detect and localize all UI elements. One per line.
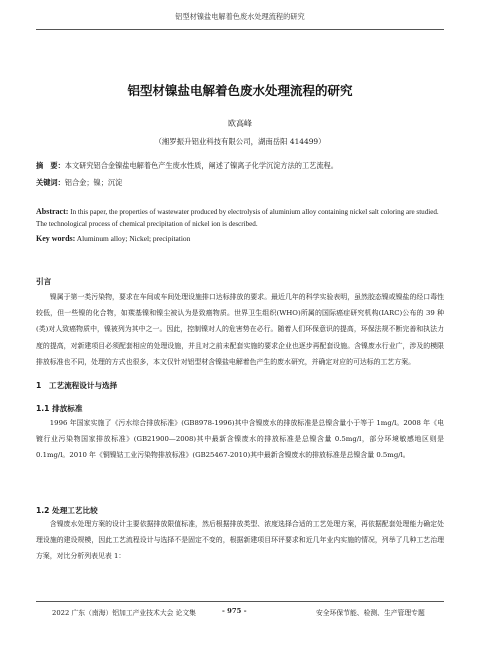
keywords-en-label: Key words: xyxy=(36,234,76,243)
paragraph-1-2: 含镍废水处理方案的设计主要依据排放限值标准，然后根据排放类型、浓度选择合适的工艺处理方案，再依据配套处理能力确定处理设施的建设规模，因此工艺流程设计与选择不是固定不变的，根据新建项目环评要求和近几年业内实施的情况，列举了几种工艺治理方案，对比分析列表见表 1： xyxy=(36,520,444,561)
abstract-cn-label: 摘 要： xyxy=(36,161,65,170)
keywords-cn-label: 关键词： xyxy=(36,178,65,187)
keywords-en-text: Aluminum alloy; Nickel; precipitation xyxy=(76,234,191,243)
paragraph-1-1: 1996 年国家实施了《污水综合排放标准》(GB8978-1996)其中含镍废水的排放标准是总镍含量小于等于 1mg/l。2008 年《电镀行业污染物国家排放标准》(GB21900—2008)其中最新含镍废水的排放标准是总镍含量 0.5mg/l，部分环境敏感地区则是 0.1mg/l。2010 年《铜镍钴工业污染物排放标准》(GB25467-2010)其中最新含镍废水的排放标准是总镍含量 0.5mg/l。 xyxy=(36,419,444,460)
affiliation: （湘罗振升铝业科技有限公司，湖南岳阳 414499） xyxy=(154,137,326,146)
section-heading-1-1: 1.1 排放标准 xyxy=(36,404,83,413)
running-header: 铝型材镍盐电解着色废水处理流程的研究 xyxy=(175,12,305,21)
keywords-en xyxy=(36,234,444,243)
paper-title: 铝型材镍盐电解着色废水处理流程的研究 xyxy=(127,83,353,98)
abstract-en-label: Abstract: xyxy=(36,207,69,216)
abstract-en xyxy=(36,206,444,230)
abstract-cn-text: 本文研究铝合金镍盐电解着色产生废水性质，阐述了镍离子化学沉淀方法的工艺流程。 xyxy=(64,161,338,170)
section-heading-1: 1 工艺流程设计与选择 xyxy=(36,381,118,390)
section-heading-1-2: 1.2 处理工艺比较 xyxy=(36,506,98,515)
author: 欧高峰 xyxy=(228,119,252,128)
keywords-cn xyxy=(36,177,444,188)
footer-rule xyxy=(36,601,444,602)
footer-proceedings: 2022 广东（南海）铝加工产业技术大会 论文集 xyxy=(52,609,196,617)
header-rule xyxy=(36,29,444,30)
section-heading-intro: 引言 xyxy=(36,277,52,286)
keywords-cn-text: 铝合金；镍；沉淀 xyxy=(64,178,123,187)
abstract-cn xyxy=(36,160,444,171)
abstract-en-text: In this paper, the properties of wastewater produced by electrolysis of aluminium alloy containing nickel salt coloring are studied. The technological process of chemical precipitation of nickel ion is described. xyxy=(36,208,439,228)
page-number: - 975 - xyxy=(222,607,247,615)
footer-topic: 安全环保节能、检测、生产管理专题 xyxy=(316,609,425,617)
paragraph-intro: 镍属于第一类污染物，要求在车间或车间处理设施排口达标排放的要求。最近几年的科学实验表明，虽然胶态镍或镍盐的经口毒性较低，但一些镍的化合物，如羰基镍和镍尘被认为是致癌物质。世界卫生组织(WHO)所属的国际癌症研究机构(IARC)公布的 39 种(类)对人致癌物质中，镍被列为其中之一。因此，控制镍对人的危害势在必行。随着人们环保意识的提高，环保法规不断完善和执法力度的提高，对新建项目必须配套相应的处理设施，并且对之前未配套实施的要求企业也逐步再配套设施。含镍废水行业广，涉及的模限排放标准也不同，处理的方式也很多，本文仅针对铝型材含镍盐电解着色产生的废水研究，并确定对应的可达标的工艺方案。 xyxy=(36,293,444,366)
